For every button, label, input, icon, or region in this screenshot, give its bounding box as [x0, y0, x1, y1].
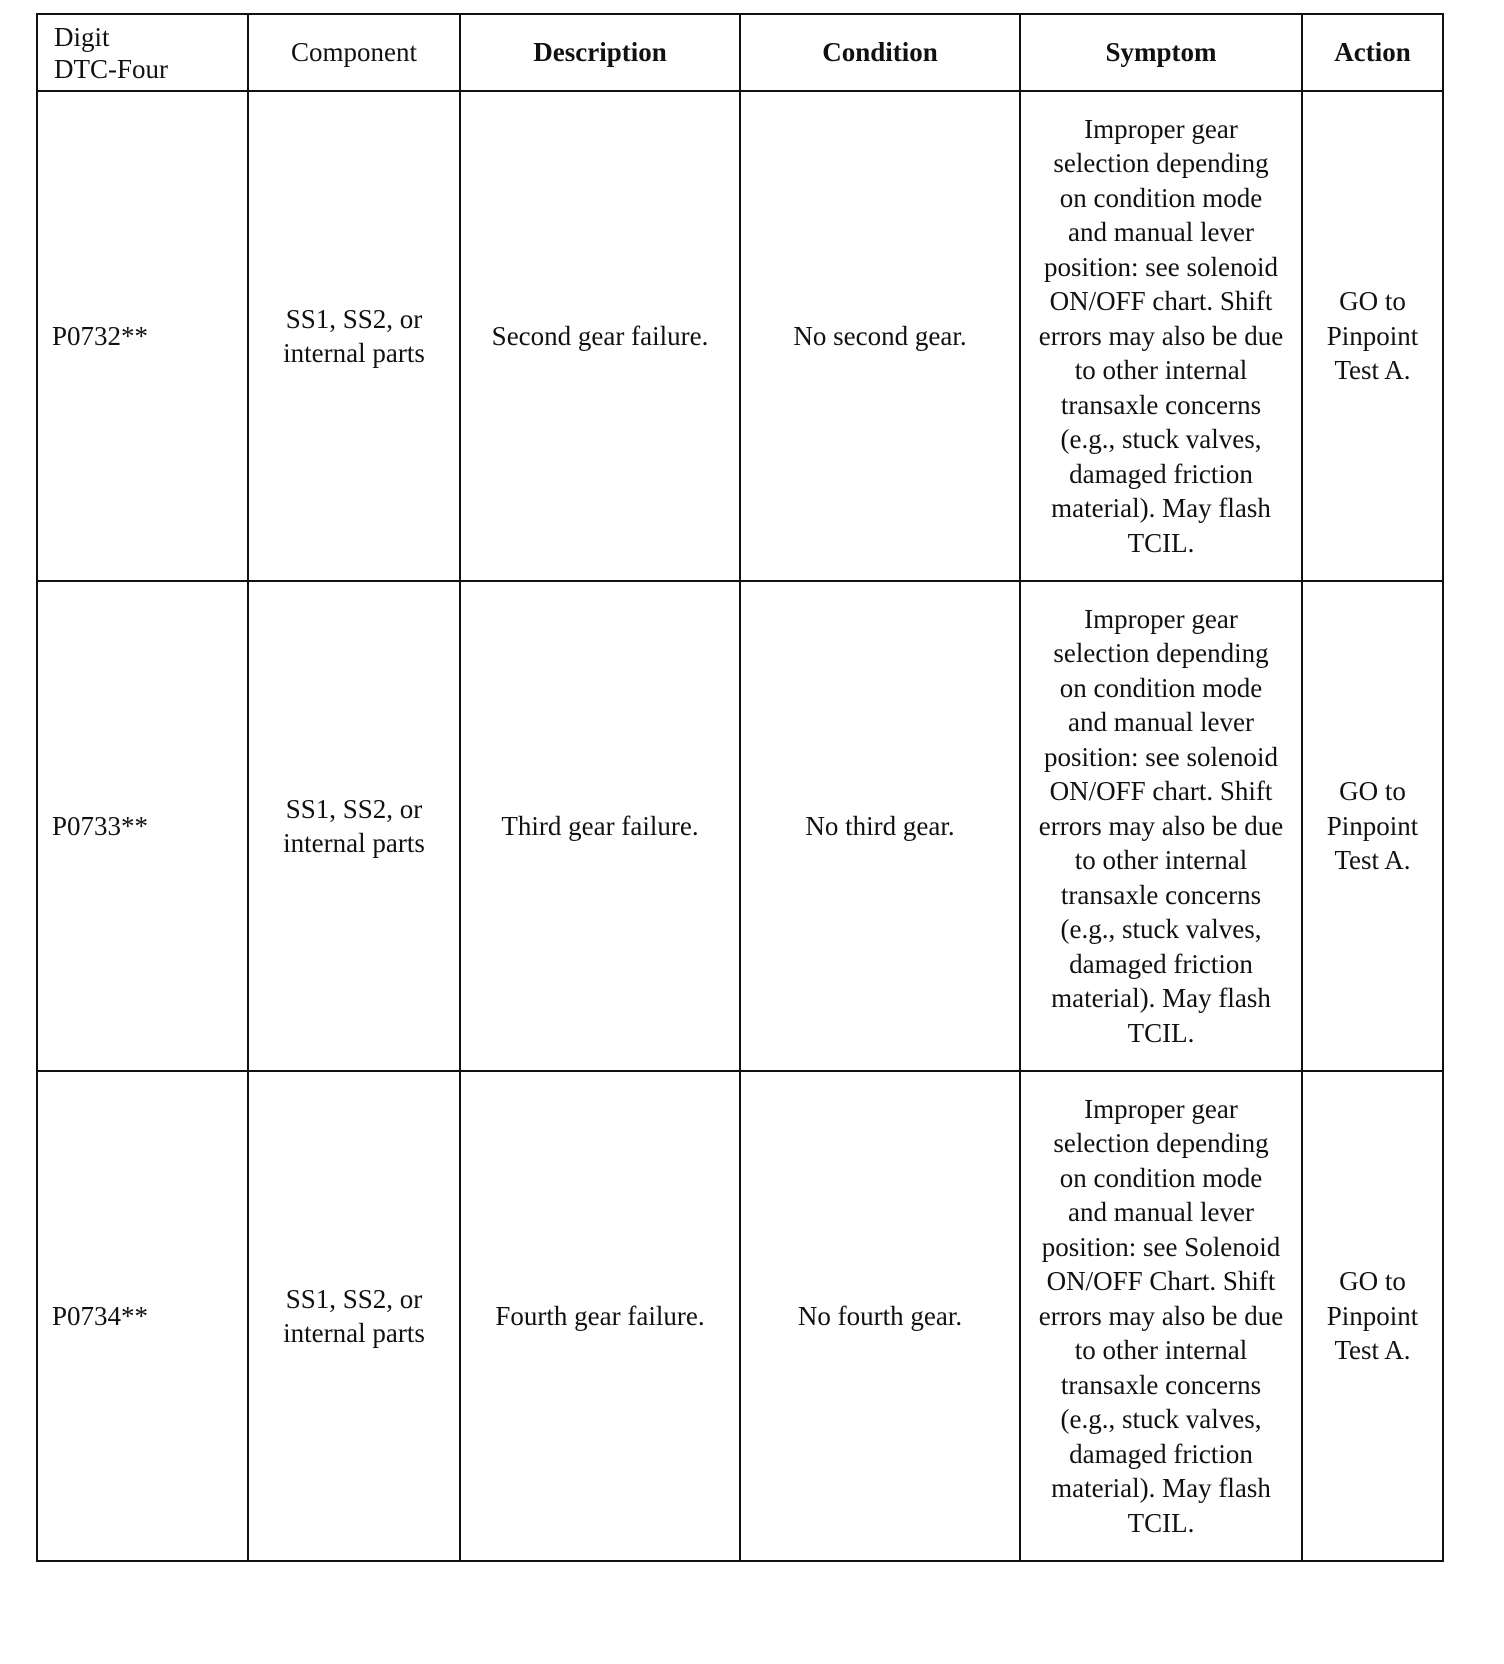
- component-cell: [248, 581, 460, 1071]
- description-cell: Third gear failure.: [460, 581, 740, 1071]
- symptom-cell: [1020, 581, 1302, 1071]
- component-line: internal parts: [283, 1318, 425, 1348]
- condition-cell: No fourth gear.: [740, 1071, 1020, 1561]
- symptom-cell: [1020, 91, 1302, 581]
- dtc-code-cell: P0732**: [37, 91, 248, 581]
- header-dtc: [37, 14, 248, 91]
- table-row: [37, 91, 1443, 581]
- table-body: [37, 91, 1443, 1561]
- action-line: Test A.: [1334, 355, 1411, 386]
- action-line: Pinpoint: [1326, 810, 1419, 841]
- header-action: Action: [1302, 14, 1443, 91]
- table-header: [37, 14, 1443, 91]
- component-line: SS1, SS2, or: [285, 303, 423, 334]
- header-symptom: Symptom: [1020, 14, 1302, 91]
- table-row: [37, 1071, 1443, 1561]
- action-line: Test A.: [1334, 1335, 1411, 1366]
- dtc-code-cell: P0733**: [37, 581, 248, 1071]
- action-line: GO to: [1339, 286, 1406, 317]
- dtc-table: [36, 13, 1444, 1562]
- action-cell: [1302, 581, 1443, 1071]
- condition-cell: No second gear.: [740, 91, 1020, 581]
- description-cell: Fourth gear failure.: [460, 1071, 740, 1561]
- symptom-text: Improper gear selection depending on condition mode and manual lever position: see solenoid ON/OFF chart. Shift errors may also be due to other internal transaxle concerns (e.g., stuck valves, damaged friction material). May flash TCIL.: [1038, 603, 1284, 1048]
- action-line: Pinpoint: [1326, 1300, 1419, 1331]
- component-cell: [248, 1071, 460, 1561]
- component-line: SS1, SS2, or: [285, 793, 423, 824]
- action-cell: [1302, 1071, 1443, 1561]
- condition-cell: No third gear.: [740, 581, 1020, 1071]
- component-line: internal parts: [283, 828, 425, 858]
- action-line: Test A.: [1334, 845, 1411, 876]
- symptom-text: Improper gear selection depending on condition mode and manual lever position: see Solenoid ON/OFF Chart. Shift errors may also be due to other internal transaxle concerns (e.g., stuck valves, damaged friction material). May flash TCIL.: [1038, 1093, 1284, 1538]
- header-row: [37, 14, 1443, 91]
- symptom-text: Improper gear selection depending on condition mode and manual lever position: see solenoid ON/OFF chart. Shift errors may also be due to other internal transaxle concerns (e.g., stuck valves, damaged friction material). May flash TCIL.: [1038, 113, 1284, 558]
- action-cell: [1302, 91, 1443, 581]
- action-line: Pinpoint: [1326, 320, 1419, 351]
- header-description: Description: [460, 14, 740, 91]
- component-line: SS1, SS2, or: [285, 1283, 423, 1314]
- header-dtc-line1: Digit: [54, 21, 110, 52]
- header-component: Component: [248, 14, 460, 91]
- action-line: GO to: [1339, 776, 1406, 807]
- dtc-code-cell: P0734**: [37, 1071, 248, 1561]
- description-cell: Second gear failure.: [460, 91, 740, 581]
- symptom-cell: [1020, 1071, 1302, 1561]
- header-dtc-line2: DTC-Four: [54, 53, 168, 84]
- action-line: GO to: [1339, 1266, 1406, 1297]
- header-condition: Condition: [740, 14, 1020, 91]
- table-row: [37, 581, 1443, 1071]
- component-cell: [248, 91, 460, 581]
- component-line: internal parts: [283, 338, 425, 368]
